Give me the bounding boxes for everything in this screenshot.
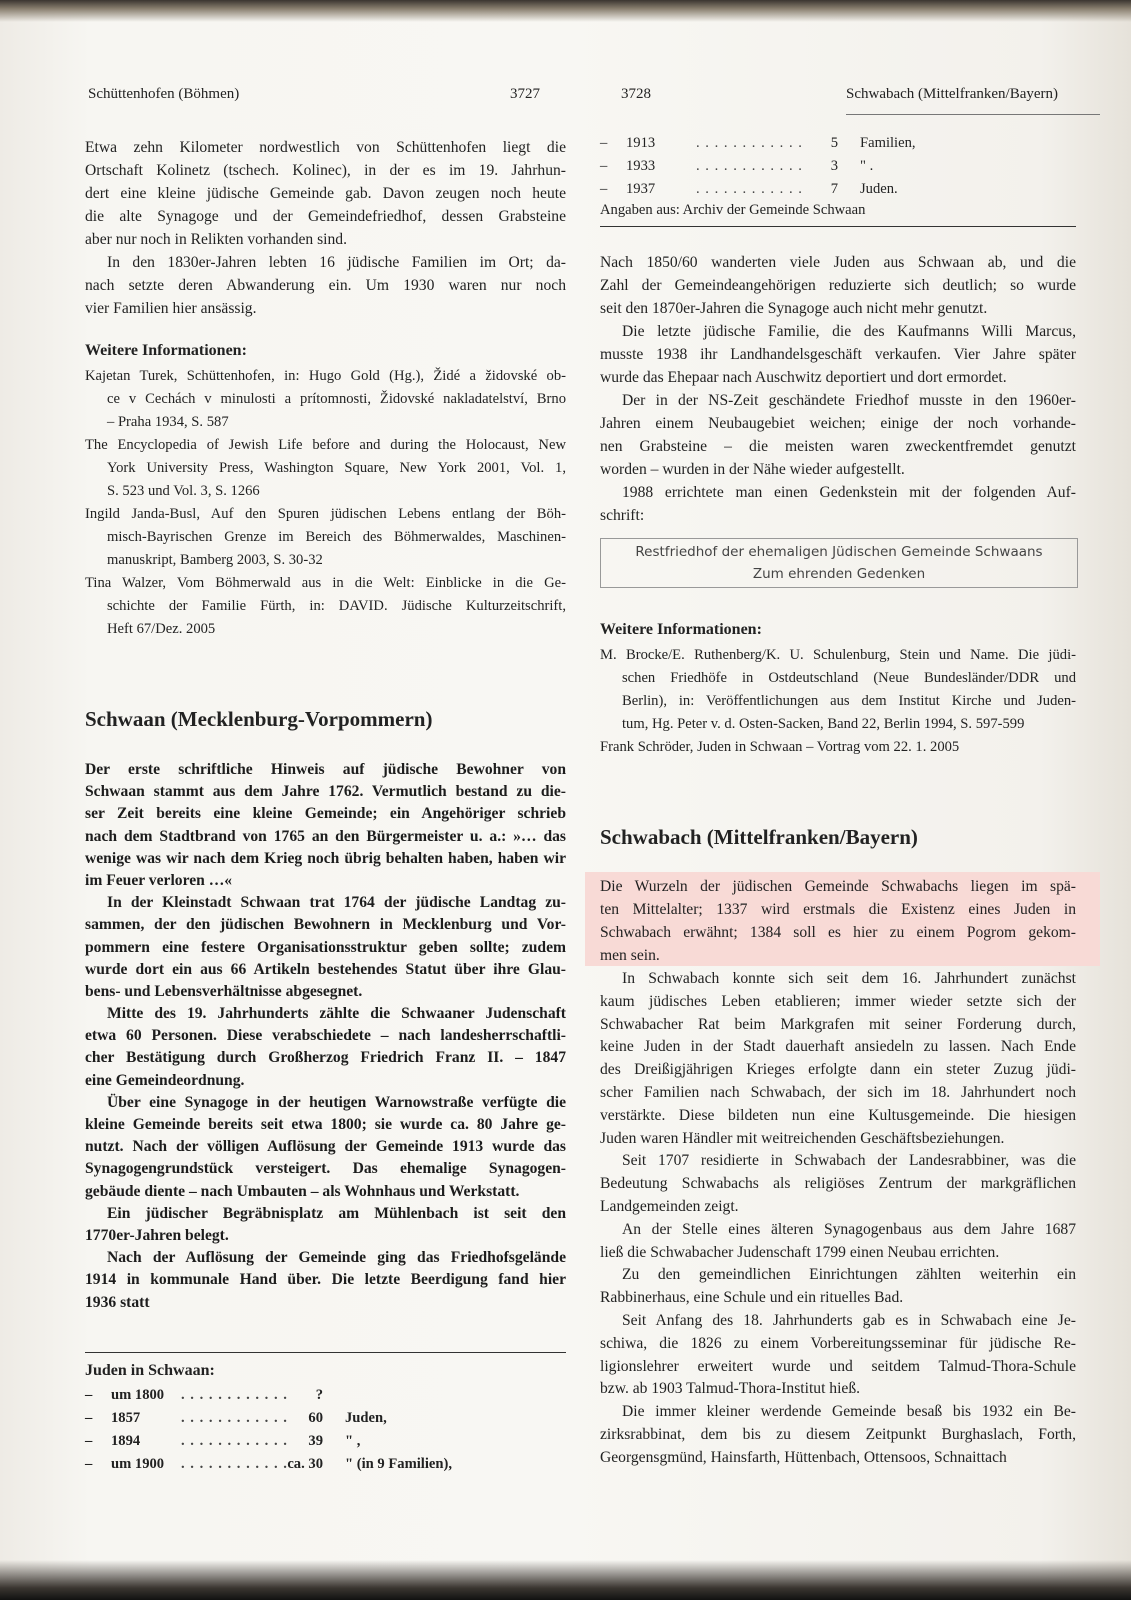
table-cell-dash: –: [600, 158, 608, 174]
table-cell-num: ?: [315, 1387, 323, 1403]
text-line: Heft 67/Dez. 2005: [107, 621, 216, 637]
text-line: cher Bestätigung durch Großherzog Friedrich Franz II. – 1847: [85, 1049, 566, 1067]
table-heading-left: Juden in Schwaan:: [85, 1362, 215, 1379]
paragraph: [85, 136, 566, 251]
text-line: seit den 1870er-Jahren die Synagoge auch nicht mehr genutzt.: [600, 300, 988, 317]
text-line: sammen, der den jüdischen Bewohnern in Mecklenburg und Vor-: [85, 916, 566, 934]
text-line: des Dreißigjährigen Krieges erfolgte dann ein steter Zuzug jüdi-: [600, 1061, 1076, 1079]
text-line: Bedeutung Schwabachs als religiöses Zentrum der markgräflichen: [600, 1175, 1076, 1193]
table-cell-yr: 1913: [626, 135, 656, 151]
section-heading-schwaan: Schwaan (Mecklenburg-Vorpommern): [85, 707, 433, 731]
paragraph: [600, 875, 1076, 967]
text-line: Kajetan Turek, Schüttenhofen, in: Hugo Gold (Hg.), Židé a židovské ob-: [85, 368, 566, 384]
text-line: bens- und Lebensverhältnisse abgesegnet.: [85, 982, 363, 1000]
paragraph: [85, 251, 566, 320]
text-line: Über eine Synagoge in der heutigen Warnowstraße verfügte die: [107, 1093, 566, 1111]
schwaan-body: [85, 759, 566, 1314]
text-line: Die letzte jüdische Familie, die des Kaufmanns Willi Marcus,: [622, 323, 1076, 340]
text-line: Zahl der Gemeindeangehörigen reduzierte sich deutlich; so wurde: [600, 277, 1076, 294]
text-line: In Schwabach konnte sich seit dem 16. Jahrhundert zunächst: [622, 970, 1076, 987]
references-right: [600, 644, 1076, 759]
text-line: Schwabach erwähnt; 1384 soll es hier zu einem Pogrom gekom-: [600, 924, 1076, 941]
text-line: zirksrabbinat, dem bis zu diesem Zeitpunkt Burghaslach, Forth,: [600, 1425, 1076, 1443]
table-cell-dots: . . . . . . . . . . . .: [181, 1433, 288, 1449]
text-line: vier Familien hier ansässig.: [85, 300, 257, 317]
text-line: Landgemeinden zeigt.: [600, 1197, 739, 1215]
paragraph: [85, 503, 566, 572]
table-cell-dots: . . . . . . . . . . . .: [696, 158, 803, 174]
text-line: misch-Bayrischen Grenze im Bereich des Böhmerwaldes, Maschinen-: [107, 529, 566, 545]
population-table-right: [600, 132, 1076, 201]
paragraph: [600, 1219, 1076, 1265]
text-line: schen Friedhöfe in Ostdeutschland (Neue Bundesländer/DDR und: [622, 670, 1076, 686]
table-cell-dash: –: [600, 135, 608, 151]
paragraph: [600, 1150, 1076, 1218]
text-line: kleine Gemeinde bereits seit etwa 1800; sie wurde ca. 80 Jahre ge-: [85, 1116, 566, 1133]
population-table-left: [85, 1384, 566, 1476]
table-cell-unit: Familien,: [860, 135, 916, 151]
text-line: musste 1938 ihr Landhandelsgeschäft verkaufen. Vier Jahre später: [600, 346, 1076, 363]
text-line: nen Grabsteine – die meisten waren zweckentfremdet genutzt: [600, 438, 1076, 455]
table-source: Angaben aus: Archiv der Gemeinde Schwaan: [600, 202, 866, 218]
text-line: 1936 statt: [85, 1293, 150, 1311]
paragraph: [85, 892, 566, 1003]
text-line: An der Stelle eines älteren Synagogenbaus aus dem Jahre 1687: [622, 1220, 1076, 1238]
text-line: ligionslehrer erweitert wurde und seitdem Talmud-Thora-Schule: [600, 1357, 1076, 1375]
text-line: ser Zeit bereits eine kleine Gemeinde; ein Angehöriger schrieb: [85, 805, 566, 823]
text-line: Der erste schriftliche Hinweis auf jüdische Bewohner von: [85, 761, 566, 778]
page-number-right: 3728: [621, 86, 651, 102]
text-line: nutzt. Nach der völligen Auflösung der Gemeinde 1913 wurde das: [85, 1138, 566, 1156]
text-line: tum, Hg. Peter v. d. Osten-Sacken, Band 22, Berlin 1994, S. 597-599: [622, 716, 1025, 732]
text-line: Juden waren Händler mit weitreichenden Geschäftsbeziehungen.: [600, 1129, 1005, 1147]
paragraph: [85, 365, 566, 434]
table-row: [85, 1453, 566, 1476]
text-line: The Encyclopedia of Jewish Life before and during the Holocaust, New: [85, 437, 566, 453]
table-row: [85, 1384, 566, 1407]
paragraph: [85, 572, 566, 641]
text-line: Georgensgmünd, Hainsfarth, Hüttenbach, Ottensoos, Schnaittach: [600, 1448, 1007, 1466]
paragraph: [600, 1264, 1076, 1310]
table-cell-num: 39: [308, 1433, 323, 1449]
paragraph: [600, 644, 1076, 736]
text-line: dert eine kleine jüdische Gemeinde gab. Davon zeugen noch heute: [85, 185, 566, 202]
text-line: gebäude diente – nach Umbauten – als Wohnhaus und Werkstatt.: [85, 1182, 520, 1200]
text-line: bzw. ab 1903 Talmud-Thora-Institut hieß.: [600, 1380, 861, 1398]
running-header-left: Schüttenhofen (Böhmen): [88, 86, 240, 102]
paragraph: [85, 1092, 566, 1203]
text-line: ce v Cechách v minulosti a prítomnosti, Židovské nakladatelství, Brno: [107, 391, 566, 407]
text-line: kaum jüdisches Leben etablieren; immer wieder setzte sich der: [600, 992, 1076, 1010]
text-line: Die immer kleiner werdende Gemeinde besaß bis 1932 ein Be-: [622, 1403, 1076, 1421]
table-cell-yr: 1937: [626, 181, 656, 197]
table-cell-yr: 1933: [626, 158, 656, 174]
text-line: schiwa, die 1826 zu einem Vorbereitungsseminar für jüdische Re-: [600, 1334, 1076, 1352]
inscription-box: [600, 538, 1078, 588]
table-cell-unit: Juden,: [345, 1410, 387, 1426]
text-line: Ein jüdischer Begräbnisplatz am Mühlenbach ist seit den: [107, 1204, 566, 1222]
table-cell-dash: –: [85, 1387, 93, 1403]
text-line: Die Wurzeln der jüdischen Gemeinde Schwabachs liegen im spä-: [600, 878, 1076, 895]
text-line: Tina Walzer, Vom Böhmerwald aus in die Welt: Einblicke in die Ge-: [85, 575, 566, 591]
text-line: schrift:: [600, 507, 645, 524]
text-line: Schwaan stammt aus dem Jahre 1762. Vermutlich bestand zu die-: [85, 783, 566, 801]
text-line: York University Press, Washington Square, New York 2001, Vol. 1,: [107, 460, 566, 476]
paragraph: [600, 1401, 1076, 1469]
table-cell-num: 60: [308, 1410, 323, 1426]
info-heading-right: Weitere Informationen:: [600, 621, 762, 638]
inscription-line: Restfriedhof der ehemaligen Jüdischen Gemeinde Schwaans: [635, 544, 1043, 560]
paragraph: [600, 736, 1076, 759]
text-line: schichte der Familie Fürth, in: DAVID. Jüdische Kulturzeitschrift,: [107, 598, 566, 614]
text-line: ließ die Schwabacher Judenschaft 1799 einen Neubau errichten.: [600, 1243, 1000, 1261]
table-row: [600, 155, 1076, 178]
paragraph: [600, 320, 1076, 389]
schwabach-body: [600, 968, 1076, 1470]
paragraph: [600, 389, 1076, 481]
table-cell-dots: . . . . . . . . . . . .: [181, 1410, 288, 1426]
table-cell-unit: " .: [860, 158, 874, 174]
table-cell-dash: –: [85, 1433, 93, 1449]
paragraph: [85, 759, 566, 892]
text-line: nach setzte deren Abwanderung ein. Um 1930 waren nur noch: [85, 277, 566, 294]
table-cell-unit: [323, 1384, 345, 1407]
table-cell-num: 7: [830, 181, 838, 197]
text-line: pommern eine festere Organisationsstruktur geben sollte; zudem: [85, 938, 566, 956]
text-line: Seit Anfang des 18. Jahrhunderts gab es in Schwabach eine Je-: [622, 1311, 1076, 1329]
text-line: In der Kleinstadt Schwaan trat 1764 der jüdische Landtag zu-: [107, 894, 566, 912]
text-line: Seit 1707 residierte in Schwabach der Landesrabbiner, was die: [622, 1152, 1076, 1170]
references-left: [85, 365, 566, 641]
table-cell-num: ca. 30: [287, 1456, 323, 1472]
table-cell-dots: . . . . . . . . . . . .: [696, 181, 803, 197]
table-cell-dash: –: [85, 1456, 93, 1472]
table-cell-dots: . . . . . . . . . . . .: [181, 1387, 288, 1403]
highlighted-paragraph: [600, 875, 1076, 967]
table-cell-unit: " ,: [345, 1433, 361, 1449]
text-line: Etwa zehn Kilometer nordwestlich von Schüttenhofen liegt die: [85, 139, 566, 156]
text-line: nach dem Stadtbrand von 1765 an den Bürgermeister u. a.: »… das: [85, 827, 566, 845]
page-edge-top: [0, 0, 1131, 22]
table-row: [600, 132, 1076, 155]
table-end-rule: [600, 226, 1076, 227]
table-cell-dots: . . . . . . . . . . . .: [696, 135, 803, 151]
table-cell-yr: um 1900: [111, 1456, 165, 1472]
table-cell-dash: –: [85, 1410, 93, 1426]
text-line: In den 1830er-Jahren lebten 16 jüdische Familien im Ort; da-: [107, 254, 566, 271]
table-cell-yr: 1857: [111, 1410, 141, 1426]
table-cell-unit: Juden.: [860, 181, 898, 197]
text-line: etwa 60 Personen. Diese verabschiedete – nach landesherrschaftli-: [85, 1027, 566, 1045]
table-cell-yr: 1894: [111, 1433, 141, 1449]
text-line: scher Familien nach Schwabach, der sich im 18. Jahrhundert noch: [600, 1083, 1076, 1101]
text-line: worden – wurden in der Nähe wieder aufgestellt.: [600, 461, 905, 478]
inscription-line: Zum ehrenden Gedenken: [752, 566, 926, 582]
schwaan-body-continued: [600, 251, 1076, 527]
text-line: Mitte des 19. Jahrhunderts zählte die Schwaaner Judenschaft: [107, 1005, 566, 1023]
text-line: wurde dort ein aus 66 Artikeln bestehendes Statut über ihre Glau-: [85, 960, 566, 978]
text-line: Der in der NS-Zeit geschändete Friedhof musste in den 1960er-: [622, 392, 1076, 409]
text-line: wenige was wir nach dem Krieg noch übrig behalten haben, haben wir: [85, 849, 566, 867]
text-line: ten Mittelalter; 1337 wird erstmals die Existenz eines Juden in: [600, 901, 1076, 918]
table-cell-num: 3: [830, 158, 838, 174]
header-rule: [846, 114, 1100, 115]
text-line: men sein.: [600, 947, 660, 964]
intro-text: [85, 136, 566, 320]
text-line: verstärkte. Diese bildeten nun eine Kultusgemeinde. Die hiesigen: [600, 1106, 1076, 1124]
text-line: Frank Schröder, Juden in Schwaan – Vortrag vom 22. 1. 2005: [600, 739, 960, 755]
info-heading-left: Weitere Informationen:: [85, 342, 247, 359]
paragraph: [85, 1247, 566, 1314]
table-cell-dots: . . . . . . . . . . . .: [181, 1456, 288, 1472]
page-edge-bottom: [0, 1560, 1131, 1600]
text-line: 1770er-Jahren belegt.: [85, 1226, 229, 1244]
paragraph: [85, 434, 566, 503]
text-line: die alte Synagoge und der Gemeindefriedhof, dessen Grabsteine: [85, 208, 566, 225]
paragraph: [600, 1310, 1076, 1401]
paragraph: [85, 1203, 566, 1247]
text-line: Rabbinerhaus, eine Schule und ein rituelles Bad.: [600, 1289, 904, 1307]
text-line: Nach der Auflösung der Gemeinde ging das Friedhofsgelände: [107, 1249, 566, 1267]
text-line: Berlin), in: Veröffentlichungen aus dem Institut Kirche und Juden-: [622, 693, 1076, 709]
text-line: – Praha 1934, S. 587: [107, 414, 229, 430]
text-line: keine Juden in der Stadt dauerhaft ansiedeln zu lassen. Nach Ende: [600, 1038, 1076, 1056]
page-number-left: 3727: [510, 86, 540, 102]
table-cell-num: 5: [830, 135, 838, 151]
paragraph: [600, 251, 1076, 320]
table-row: [600, 178, 1076, 201]
table-cell-dash: –: [600, 181, 608, 197]
text-line: Nach 1850/60 wanderten viele Juden aus Schwaan ab, und die: [600, 254, 1076, 271]
text-line: im Feuer verloren …«: [85, 871, 233, 889]
text-line: aber nur noch in Relikten vorhanden sind.: [85, 231, 347, 248]
section-heading-schwabach: Schwabach (Mittelfranken/Bayern): [600, 825, 918, 849]
text-line: 1988 errichtete man einen Gedenkstein mit der folgenden Auf-: [622, 484, 1076, 501]
text-line: S. 523 und Vol. 3, S. 1266: [107, 483, 260, 499]
text-line: Schwabacher Rat beim Markgrafen mit seiner Forderung durch,: [600, 1015, 1076, 1033]
text-line: Synagogengrundstück versteigert. Das ehemalige Synagogen-: [85, 1160, 566, 1178]
table-cell-unit: " (in 9 Familien),: [345, 1456, 453, 1472]
text-line: manuskript, Bamberg 2003, S. 30-32: [107, 552, 323, 568]
text-line: Ingild Janda-Busl, Auf den Spuren jüdischen Lebens entlang der Böh-: [85, 506, 566, 522]
text-line: M. Brocke/E. Ruthenberg/K. U. Schulenburg, Stein und Name. Die jüdi-: [600, 647, 1076, 663]
text-line: Jahren einem Neubaugebiet weichen; einige der noch vorhande-: [600, 415, 1076, 432]
text-line: 1914 in kommunale Hand über. Die letzte Beerdigung fand hier: [85, 1271, 566, 1289]
text-line: eine Gemeindeordnung.: [85, 1071, 245, 1089]
table-row: [85, 1407, 566, 1430]
text-line: Ortschaft Kolinetz (tschech. Kolinec), in der es im 19. Jahrhun-: [85, 162, 566, 179]
text-line: Zu den gemeindlichen Einrichtungen zählten weiterhin ein: [622, 1266, 1076, 1284]
table-row: [85, 1430, 566, 1453]
table-cell-yr: um 1800: [111, 1387, 165, 1403]
table-rule: [85, 1352, 566, 1353]
paragraph: [600, 481, 1076, 527]
paragraph: [600, 968, 1076, 1150]
text-line: wurde das Ehepaar nach Auschwitz deportiert und dort ermordet.: [600, 369, 1007, 386]
running-header-right: Schwabach (Mittelfranken/Bayern): [846, 86, 1058, 102]
paragraph: [85, 1003, 566, 1092]
